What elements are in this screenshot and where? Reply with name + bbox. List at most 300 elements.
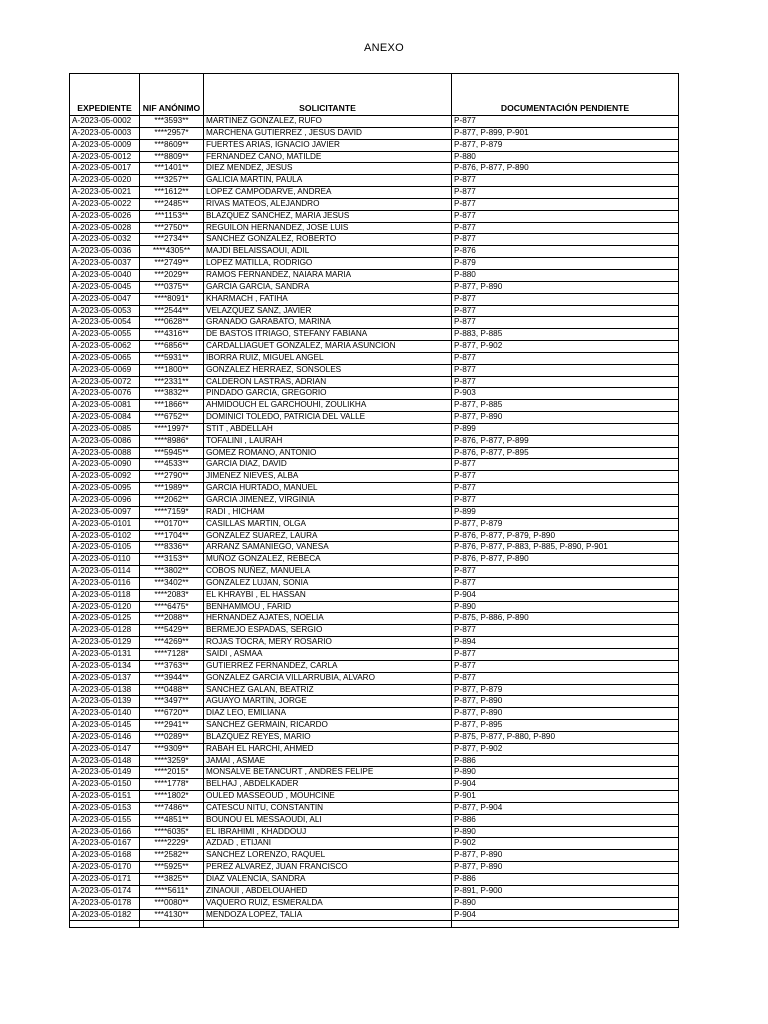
cell-expediente: A-2023-05-0047: [70, 293, 140, 305]
cell-solicitante: AGUAYO MARTIN, JORGE: [204, 696, 452, 708]
cell-solicitante: BLAZQUEZ REYES, MARIO: [204, 731, 452, 743]
cell-documentacion: P-877, P-902: [452, 743, 679, 755]
cell-solicitante: REGUILON HERNANDEZ, JOSE LUIS: [204, 222, 452, 234]
table-row: [70, 388, 679, 400]
cell-expediente: A-2023-05-0032: [70, 234, 140, 246]
cell-nif: ***0488**: [140, 684, 204, 696]
cell-nif: ****2229*: [140, 838, 204, 850]
cell-nif: ***3153**: [140, 554, 204, 566]
cell-nif: ***6752**: [140, 412, 204, 424]
cell-documentacion: P-877: [452, 198, 679, 210]
cell-expediente: A-2023-05-0110: [70, 554, 140, 566]
cell-solicitante: MONSALVE BETANCURT , ANDRES FELIPE: [204, 767, 452, 779]
cell-expediente: A-2023-05-0129: [70, 637, 140, 649]
cell-expediente: A-2023-05-0084: [70, 412, 140, 424]
header-nif: NIF ANÓNIMO: [140, 74, 204, 116]
cell-expediente: A-2023-05-0170: [70, 862, 140, 874]
cell-expediente: A-2023-05-0040: [70, 269, 140, 281]
cell-nif: ***4130**: [140, 909, 204, 921]
cell-expediente: A-2023-05-0085: [70, 423, 140, 435]
cell-nif: ***9309**: [140, 743, 204, 755]
cell-documentacion: P-877, P-890: [452, 412, 679, 424]
cell-documentacion: P-877: [452, 293, 679, 305]
table-row: [70, 708, 679, 720]
table-row: [70, 518, 679, 530]
cell-solicitante: VELAZQUEZ SANZ, JAVIER: [204, 305, 452, 317]
cell-nif: ****2957*: [140, 127, 204, 139]
cell-expediente: A-2023-05-0125: [70, 613, 140, 625]
cell-expediente: A-2023-05-0131: [70, 648, 140, 660]
table-row: [70, 139, 679, 151]
table-row: [70, 459, 679, 471]
cell-expediente: A-2023-05-0138: [70, 684, 140, 696]
cell-expediente: A-2023-05-0182: [70, 909, 140, 921]
cell-nif: ***1153**: [140, 210, 204, 222]
cell-expediente: A-2023-05-0151: [70, 791, 140, 803]
cell-documentacion: P-877: [452, 116, 679, 128]
cell-expediente: A-2023-05-0134: [70, 660, 140, 672]
cell-nif: ****6035*: [140, 826, 204, 838]
cell-solicitante: DIAZ LEO, EMILIANA: [204, 708, 452, 720]
table-row: [70, 530, 679, 542]
cell-expediente: A-2023-05-0114: [70, 566, 140, 578]
cell-solicitante: MARCHENA GUTIERREZ , JESUS DAVID: [204, 127, 452, 139]
cell-solicitante: GOMEZ ROMANO, ANTONIO: [204, 447, 452, 459]
cell-documentacion: P-877, P-890: [452, 850, 679, 862]
cell-expediente: A-2023-05-0146: [70, 731, 140, 743]
table-row-empty: [70, 921, 679, 928]
cell-solicitante: IBORRA RUIZ, MIGUEL ANGEL: [204, 352, 452, 364]
cell-documentacion: P-876, P-877, P-890: [452, 554, 679, 566]
cell-documentacion: P-877: [452, 471, 679, 483]
cell-expediente: A-2023-05-0028: [70, 222, 140, 234]
cell-expediente: A-2023-05-0178: [70, 897, 140, 909]
cell-expediente: A-2023-05-0096: [70, 495, 140, 507]
cell-solicitante: EL IBRAHIMI , KHADDOUJ: [204, 826, 452, 838]
cell-solicitante: GARCIA GARCIA, SANDRA: [204, 281, 452, 293]
cell-expediente: A-2023-05-0101: [70, 518, 140, 530]
cell-nif: ****5611*: [140, 885, 204, 897]
cell-documentacion: P-886: [452, 874, 679, 886]
cell-documentacion: P-886: [452, 814, 679, 826]
cell-expediente: A-2023-05-0145: [70, 720, 140, 732]
cell-expediente: A-2023-05-0003: [70, 127, 140, 139]
table-row: [70, 495, 679, 507]
cell-nif: ***3257**: [140, 175, 204, 187]
cell-expediente: A-2023-05-0009: [70, 139, 140, 151]
cell-expediente: A-2023-05-0086: [70, 435, 140, 447]
cell-solicitante: DIEZ MENDEZ, JESUS: [204, 163, 452, 175]
cell-solicitante: CALDERON LASTRAS, ADRIAN: [204, 376, 452, 388]
cell-nif: ***6720**: [140, 708, 204, 720]
cell-documentacion: P-880: [452, 151, 679, 163]
cell-documentacion: P-877, P-895: [452, 720, 679, 732]
table-row: [70, 258, 679, 270]
table-row: [70, 897, 679, 909]
cell-solicitante: BERMEJO ESPADAS, SERGIO: [204, 625, 452, 637]
cell-nif: ***0170**: [140, 518, 204, 530]
table-row: [70, 222, 679, 234]
cell-expediente: A-2023-05-0022: [70, 198, 140, 210]
cell-expediente: A-2023-05-0153: [70, 802, 140, 814]
cell-nif: ***1989**: [140, 483, 204, 495]
cell-solicitante: MARTINEZ GONZALEZ, RUFO: [204, 116, 452, 128]
cell-documentacion: P-877, P-904: [452, 802, 679, 814]
cell-nif: ***2734**: [140, 234, 204, 246]
cell-expediente: A-2023-05-0120: [70, 601, 140, 613]
cell-documentacion: P-877, P-879: [452, 139, 679, 151]
cell-documentacion: P-883, P-885: [452, 329, 679, 341]
cell-documentacion: P-877: [452, 222, 679, 234]
cell-solicitante: VAQUERO RUIZ, ESMERALDA: [204, 897, 452, 909]
table-row: [70, 767, 679, 779]
cell-solicitante: FUERTES ARIAS, IGNACIO JAVIER: [204, 139, 452, 151]
cell-solicitante: RABAH EL HARCHI, AHMED: [204, 743, 452, 755]
cell-solicitante: GUTIERREZ FERNANDEZ, CARLA: [204, 660, 452, 672]
cell-documentacion: P-877: [452, 483, 679, 495]
cell-expediente: A-2023-05-0081: [70, 400, 140, 412]
empty-cell: [452, 921, 679, 928]
cell-solicitante: LOPEZ CAMPODARVE, ANDREA: [204, 187, 452, 199]
table-row: [70, 246, 679, 258]
cell-solicitante: PINDADO GARCIA, GREGORIO: [204, 388, 452, 400]
cell-documentacion: P-877: [452, 364, 679, 376]
cell-documentacion: P-902: [452, 838, 679, 850]
cell-solicitante: SANCHEZ GERMAIN, RICARDO: [204, 720, 452, 732]
cell-expediente: A-2023-05-0002: [70, 116, 140, 128]
table-row: [70, 755, 679, 767]
cell-documentacion: P-890: [452, 897, 679, 909]
table-row: [70, 412, 679, 424]
cell-nif: ***3593**: [140, 116, 204, 128]
cell-nif: ***8336**: [140, 542, 204, 554]
table-row: [70, 684, 679, 696]
cell-nif: ***5931**: [140, 352, 204, 364]
cell-solicitante: JIMENEZ NIEVES, ALBA: [204, 471, 452, 483]
header-documentacion: DOCUMENTACIÓN PENDIENTE: [452, 74, 679, 116]
cell-documentacion: P-904: [452, 779, 679, 791]
cell-nif: ***2749**: [140, 258, 204, 270]
cell-documentacion: P-877, P-885: [452, 400, 679, 412]
cell-expediente: A-2023-05-0155: [70, 814, 140, 826]
cell-nif: ***2544**: [140, 305, 204, 317]
table-row: [70, 791, 679, 803]
table-row: [70, 435, 679, 447]
cell-documentacion: P-877: [452, 175, 679, 187]
table-row: [70, 127, 679, 139]
cell-solicitante: BOUNOU EL MESSAOUDI, ALI: [204, 814, 452, 826]
cell-documentacion: P-875, P-886, P-890: [452, 613, 679, 625]
cell-documentacion: P-876, P-877, P-879, P-890: [452, 530, 679, 542]
cell-expediente: A-2023-05-0139: [70, 696, 140, 708]
cell-solicitante: SANCHEZ GALAN, BEATRIZ: [204, 684, 452, 696]
cell-nif: ***8609**: [140, 139, 204, 151]
cell-expediente: A-2023-05-0105: [70, 542, 140, 554]
cell-nif: ***3825**: [140, 874, 204, 886]
cell-documentacion: P-877: [452, 566, 679, 578]
cell-nif: ***0375**: [140, 281, 204, 293]
cell-nif: ***0628**: [140, 317, 204, 329]
cell-documentacion: P-877: [452, 234, 679, 246]
cell-solicitante: GARCIA JIMENEZ, VIRGINIA: [204, 495, 452, 507]
cell-documentacion: P-876, P-877, P-899: [452, 435, 679, 447]
cell-solicitante: DE BASTOS ITRIAGO, STEFANY FABIANA: [204, 329, 452, 341]
table-row: [70, 814, 679, 826]
cell-nif: ***5945**: [140, 447, 204, 459]
cell-solicitante: SAIDI , ASMAA: [204, 648, 452, 660]
cell-nif: ***2941**: [140, 720, 204, 732]
cell-solicitante: FERNANDEZ CANO, MATILDE: [204, 151, 452, 163]
cell-nif: ****4305**: [140, 246, 204, 258]
cell-nif: ***0289**: [140, 731, 204, 743]
cell-documentacion: P-901: [452, 791, 679, 803]
cell-nif: ***3832**: [140, 388, 204, 400]
cell-documentacion: P-899: [452, 506, 679, 518]
table-row: [70, 850, 679, 862]
table-row: [70, 483, 679, 495]
table-row: [70, 506, 679, 518]
cell-documentacion: P-877: [452, 210, 679, 222]
cell-expediente: A-2023-05-0088: [70, 447, 140, 459]
cell-nif: ***2790**: [140, 471, 204, 483]
cell-solicitante: ARRANZ SAMANIEGO, VANESA: [204, 542, 452, 554]
cell-solicitante: AHMIDOUCH EL GARCHOUHI, ZOULIKHA: [204, 400, 452, 412]
cell-expediente: A-2023-05-0055: [70, 329, 140, 341]
cell-nif: ****1802*: [140, 791, 204, 803]
table-row: [70, 317, 679, 329]
table-row: [70, 175, 679, 187]
cell-expediente: A-2023-05-0020: [70, 175, 140, 187]
table-row: [70, 826, 679, 838]
cell-nif: ***4533**: [140, 459, 204, 471]
table-row: [70, 672, 679, 684]
empty-cell: [204, 921, 452, 928]
cell-nif: ***2088**: [140, 613, 204, 625]
cell-expediente: A-2023-05-0045: [70, 281, 140, 293]
cell-solicitante: BLAZQUEZ SANCHEZ, MARIA JESUS: [204, 210, 452, 222]
cell-documentacion: P-879: [452, 258, 679, 270]
cell-solicitante: GRANADO GARABATO, MARINA: [204, 317, 452, 329]
cell-solicitante: AZDAD , ETIJANI: [204, 838, 452, 850]
cell-expediente: A-2023-05-0090: [70, 459, 140, 471]
table-row: [70, 838, 679, 850]
cell-nif: ***3402**: [140, 577, 204, 589]
annex-table: [69, 73, 679, 928]
cell-solicitante: MENDOZA LOPEZ, TALIA: [204, 909, 452, 921]
cell-expediente: A-2023-05-0021: [70, 187, 140, 199]
cell-nif: ***1866**: [140, 400, 204, 412]
cell-documentacion: P-903: [452, 388, 679, 400]
cell-documentacion: P-904: [452, 589, 679, 601]
cell-solicitante: SANCHEZ GONZALEZ, ROBERTO: [204, 234, 452, 246]
table-row: [70, 589, 679, 601]
cell-solicitante: EL KHRAYBI , EL HASSAN: [204, 589, 452, 601]
table-row: [70, 648, 679, 660]
cell-expediente: A-2023-05-0095: [70, 483, 140, 495]
cell-solicitante: DOMINICI TOLEDO, PATRICIA DEL VALLE: [204, 412, 452, 424]
cell-expediente: A-2023-05-0137: [70, 672, 140, 684]
cell-nif: ***3763**: [140, 660, 204, 672]
cell-documentacion: P-877: [452, 648, 679, 660]
cell-expediente: A-2023-05-0069: [70, 364, 140, 376]
cell-solicitante: MUÑOZ GONZALEZ, REBECA: [204, 554, 452, 566]
cell-expediente: A-2023-05-0017: [70, 163, 140, 175]
empty-cell: [140, 921, 204, 928]
cell-nif: ****6475*: [140, 601, 204, 613]
cell-solicitante: GARCIA HURTADO, MANUEL: [204, 483, 452, 495]
table-row: [70, 281, 679, 293]
cell-solicitante: GALICIA MARTIN, PAULA: [204, 175, 452, 187]
cell-expediente: A-2023-05-0174: [70, 885, 140, 897]
table-row: [70, 613, 679, 625]
table-body: [70, 116, 679, 928]
cell-nif: ***4269**: [140, 637, 204, 649]
cell-expediente: A-2023-05-0171: [70, 874, 140, 886]
table-row: [70, 341, 679, 353]
cell-solicitante: DIAZ VALENCIA, SANDRA: [204, 874, 452, 886]
cell-solicitante: GARCIA DIAZ, DAVID: [204, 459, 452, 471]
table-row: [70, 329, 679, 341]
cell-solicitante: ROJAS TOCRA, MERY ROSARIO: [204, 637, 452, 649]
table-row: [70, 779, 679, 791]
cell-solicitante: BELHAJ , ABDELKADER: [204, 779, 452, 791]
table-row: [70, 163, 679, 175]
cell-documentacion: P-877, P-890: [452, 862, 679, 874]
table-row: [70, 151, 679, 163]
table-row: [70, 731, 679, 743]
cell-solicitante: GONZALEZ GARCIA VILLARRUBIA, ALVARO: [204, 672, 452, 684]
cell-nif: ***2485**: [140, 198, 204, 210]
cell-solicitante: COBOS NUÑEZ, MANUELA: [204, 566, 452, 578]
table-row: [70, 471, 679, 483]
table-row: [70, 720, 679, 732]
cell-documentacion: P-877, P-899, P-901: [452, 127, 679, 139]
cell-documentacion: P-886: [452, 755, 679, 767]
cell-documentacion: P-877, P-879: [452, 684, 679, 696]
cell-documentacion: P-894: [452, 637, 679, 649]
cell-documentacion: P-877: [452, 352, 679, 364]
cell-expediente: A-2023-05-0072: [70, 376, 140, 388]
cell-solicitante: SANCHEZ LORENZO, RAQUEL: [204, 850, 452, 862]
table-row: [70, 743, 679, 755]
cell-expediente: A-2023-05-0128: [70, 625, 140, 637]
cell-nif: ***3802**: [140, 566, 204, 578]
cell-solicitante: CATESCU NITU, CONSTANTIN: [204, 802, 452, 814]
cell-documentacion: P-890: [452, 601, 679, 613]
cell-solicitante: PEREZ ALVAREZ, JUAN FRANCISCO: [204, 862, 452, 874]
cell-nif: ***2029**: [140, 269, 204, 281]
cell-documentacion: P-904: [452, 909, 679, 921]
cell-solicitante: TOFALINI , LAURAH: [204, 435, 452, 447]
cell-expediente: A-2023-05-0118: [70, 589, 140, 601]
cell-expediente: A-2023-05-0116: [70, 577, 140, 589]
cell-nif: ****7159*: [140, 506, 204, 518]
cell-nif: ****2083*: [140, 589, 204, 601]
cell-solicitante: CARDALLIAGUET GONZALEZ, MARIA ASUNCION: [204, 341, 452, 353]
table-row: [70, 423, 679, 435]
cell-nif: ***5429**: [140, 625, 204, 637]
cell-expediente: A-2023-05-0097: [70, 506, 140, 518]
cell-nif: ***4316**: [140, 329, 204, 341]
table-row: [70, 660, 679, 672]
cell-nif: ***6856**: [140, 341, 204, 353]
cell-nif: ***0080**: [140, 897, 204, 909]
cell-documentacion: P-899: [452, 423, 679, 435]
cell-nif: ***7486**: [140, 802, 204, 814]
cell-nif: ***1704**: [140, 530, 204, 542]
cell-expediente: A-2023-05-0140: [70, 708, 140, 720]
cell-solicitante: GONZALEZ SUAREZ, LAURA: [204, 530, 452, 542]
table-row: [70, 862, 679, 874]
cell-solicitante: JAMAI , ASMAE: [204, 755, 452, 767]
cell-expediente: A-2023-05-0026: [70, 210, 140, 222]
table-row: [70, 696, 679, 708]
table-header-row: [70, 74, 679, 116]
cell-expediente: A-2023-05-0012: [70, 151, 140, 163]
cell-expediente: A-2023-05-0147: [70, 743, 140, 755]
table-row: [70, 909, 679, 921]
table-row: [70, 198, 679, 210]
cell-solicitante: STIT , ABDELLAH: [204, 423, 452, 435]
cell-solicitante: ZINAOUI , ABDELOUAHED: [204, 885, 452, 897]
table-row: [70, 293, 679, 305]
table-row: [70, 364, 679, 376]
cell-expediente: A-2023-05-0054: [70, 317, 140, 329]
table-row: [70, 210, 679, 222]
cell-nif: ***3497**: [140, 696, 204, 708]
table-row: [70, 874, 679, 886]
cell-expediente: A-2023-05-0167: [70, 838, 140, 850]
cell-nif: ****1778*: [140, 779, 204, 791]
cell-documentacion: P-876, P-877, P-883, P-885, P-890, P-901: [452, 542, 679, 554]
cell-solicitante: RAMOS FERNANDEZ, NAIARA MARIA: [204, 269, 452, 281]
cell-nif: ****7128*: [140, 648, 204, 660]
cell-documentacion: P-877: [452, 305, 679, 317]
cell-nif: ***4851**: [140, 814, 204, 826]
cell-nif: ****2015*: [140, 767, 204, 779]
cell-solicitante: RADI , HICHAM: [204, 506, 452, 518]
cell-expediente: A-2023-05-0062: [70, 341, 140, 353]
cell-nif: ***5925**: [140, 862, 204, 874]
table-row: [70, 885, 679, 897]
cell-nif: ***3944**: [140, 672, 204, 684]
cell-documentacion: P-877: [452, 376, 679, 388]
cell-solicitante: OULED MASSEOUD , MOUHCINE: [204, 791, 452, 803]
cell-documentacion: P-890: [452, 767, 679, 779]
cell-nif: ****8091*: [140, 293, 204, 305]
table-row: [70, 400, 679, 412]
cell-expediente: A-2023-05-0076: [70, 388, 140, 400]
cell-expediente: A-2023-05-0102: [70, 530, 140, 542]
page-title: ANEXO: [363, 42, 404, 54]
cell-documentacion: P-877, P-890: [452, 281, 679, 293]
cell-solicitante: BENHAMMOU , FARID: [204, 601, 452, 613]
cell-nif: ****8986*: [140, 435, 204, 447]
cell-solicitante: MAJDI BELAISSAOUI, ADIL: [204, 246, 452, 258]
cell-documentacion: P-876, P-877, P-895: [452, 447, 679, 459]
cell-nif: ***2750**: [140, 222, 204, 234]
cell-nif: ****1997*: [140, 423, 204, 435]
cell-nif: ***2331**: [140, 376, 204, 388]
cell-documentacion: P-877, P-902: [452, 341, 679, 353]
header-expediente: EXPEDIENTE: [70, 74, 140, 116]
cell-solicitante: RIVAS MATEOS, ALEJANDRO: [204, 198, 452, 210]
table-row: [70, 447, 679, 459]
cell-documentacion: P-877: [452, 625, 679, 637]
table-row: [70, 802, 679, 814]
cell-expediente: A-2023-05-0053: [70, 305, 140, 317]
table-row: [70, 234, 679, 246]
